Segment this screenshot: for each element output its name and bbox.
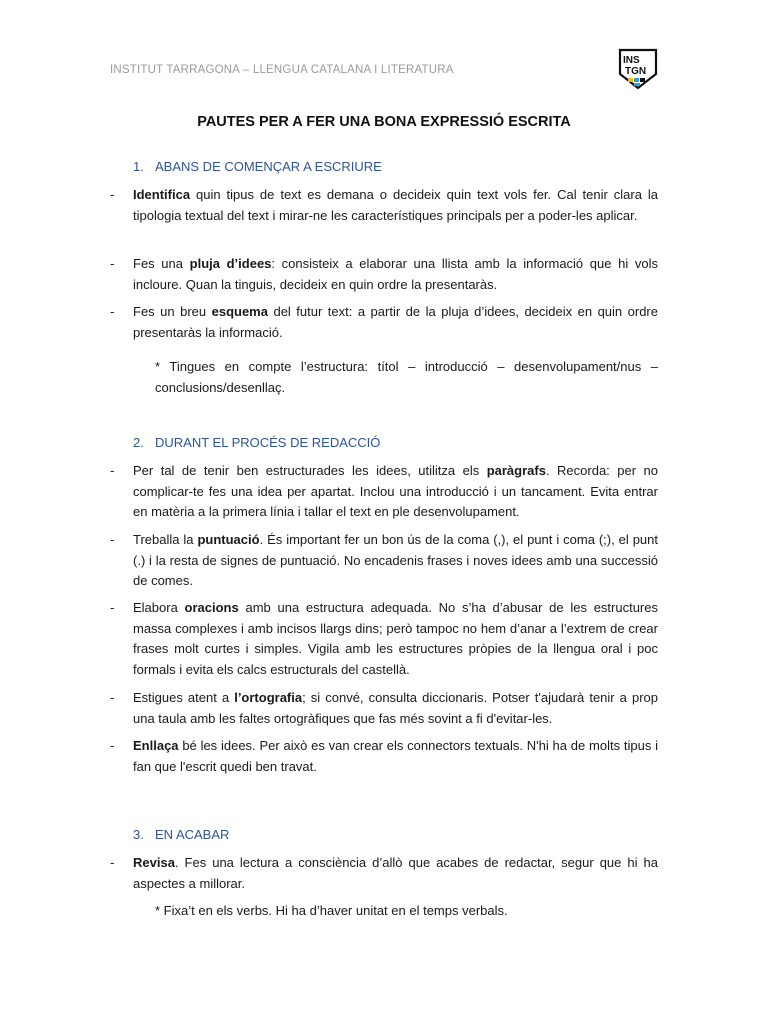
note-text: * Tingues en compte l’estructura: títol – introducció – desenvolupament/nus – conclusions/desenllaç. bbox=[155, 359, 658, 395]
dash-bullet-icon: - bbox=[110, 532, 115, 547]
dash-bullet-icon: - bbox=[110, 256, 115, 271]
dash-bullet-icon: - bbox=[110, 187, 115, 202]
list-item bbox=[110, 598, 658, 680]
list-item bbox=[110, 530, 658, 592]
item-text-pre: Per tal de tenir ben estructurades les idees, utilitza els bbox=[133, 463, 487, 478]
item-keyword: Revisa bbox=[133, 855, 175, 870]
page-title: PAUTES PER A FER UNA BONA EXPRESSIÓ ESCRITA bbox=[197, 114, 571, 130]
section-heading bbox=[133, 435, 380, 450]
item-text-post: bé les idees. Per això es van crear els connectors textuals. N'hi ha de molts tipus i fan que l'escrit quedi ben travat. bbox=[133, 738, 658, 774]
item-text-post: ; si convé, consulta diccionaris. Potser t'ajudarà tenir a prop una taula amb les faltes ortogràfiques que fas més sovint a fi d'evitar-les. bbox=[133, 690, 659, 726]
dash-bullet-icon: - bbox=[110, 304, 115, 319]
list-item bbox=[110, 853, 658, 894]
section-heading bbox=[133, 159, 382, 174]
dash-bullet-icon: - bbox=[110, 738, 115, 753]
document-header: INSTITUT TARRAGONA – LLENGUA CATALANA I LITERATURA bbox=[110, 64, 454, 76]
item-keyword: oracions bbox=[184, 600, 239, 615]
section-number: 3. bbox=[133, 827, 144, 842]
item-text-post: . Recorda: per no complicar-te fes una idea per apartat. Inclou una introducció i un tancament. Evita entrar en matèria a la primera línia i tallar el text en ple desenvolupament. bbox=[133, 463, 658, 519]
section-number: 1. bbox=[133, 159, 144, 174]
section-title: DURANT EL PROCÉS DE REDACCIÓ bbox=[155, 435, 381, 450]
list-item bbox=[110, 736, 658, 777]
item-keyword: Identifica bbox=[133, 187, 191, 202]
item-text-post: : consisteix a elaborar una llista amb la informació que hi vols incloure. Quan la tinguis, decideix en quin ordre la presentaràs. bbox=[133, 256, 658, 292]
item-text-pre: Fes un breu bbox=[133, 304, 212, 319]
item-text-pre: Elabora bbox=[133, 600, 185, 615]
list-item bbox=[110, 461, 658, 523]
item-text-post: del futur text: a partir de la pluja d’idees, decideix en quin ordre presentaràs la informació. bbox=[133, 304, 658, 340]
item-text-pre: Treballa la bbox=[133, 532, 198, 547]
item-keyword: l’ortografia bbox=[234, 690, 303, 705]
item-text-post: amb una estructura adequada. No s’ha d’abusar de les estructures massa complexes i amb incisos llargs dins; però tampoc no hem d’anar a l’extrem de crear frases molt curtes i simples. Vigila amb les estructures pròpies de la llengua oral i poc formals i evita els calcs estructurals del castellà. bbox=[133, 600, 658, 677]
item-keyword: esquema bbox=[211, 304, 268, 319]
section-number: 2. bbox=[133, 435, 144, 450]
dash-bullet-icon: - bbox=[110, 855, 115, 870]
svg-text:INS: INS bbox=[623, 55, 640, 66]
section-title: EN ACABAR bbox=[155, 827, 230, 842]
list-item bbox=[110, 688, 658, 729]
dash-bullet-icon: - bbox=[110, 463, 115, 478]
item-keyword: Enllaça bbox=[133, 738, 179, 753]
institut-logo-icon bbox=[614, 44, 662, 92]
item-text-pre: Fes una bbox=[133, 256, 190, 271]
dash-bullet-icon: - bbox=[110, 600, 115, 615]
item-keyword: paràgrafs bbox=[486, 463, 546, 478]
svg-text:TGN: TGN bbox=[625, 66, 647, 77]
list-item bbox=[110, 254, 658, 295]
section-title: ABANS DE COMENÇAR A ESCRIURE bbox=[155, 159, 382, 174]
item-text-post: . És important fer un bon ús de la coma (,), el punt i coma (;), el punt (.) i la resta de signes de puntuació. No encadenis frases i noves idees amb una successió de comes. bbox=[133, 532, 659, 588]
dash-bullet-icon: - bbox=[110, 690, 115, 705]
item-keyword: pluja d’idees bbox=[189, 256, 272, 271]
item-keyword: puntuació bbox=[197, 532, 260, 547]
item-text-post: quin tipus de text es demana o decideix quin text vols fer. Cal tenir clara la tipologia textual del text i mirar-ne les característiques principals per a poder-les aplicar. bbox=[133, 187, 658, 223]
list-item bbox=[110, 185, 658, 226]
section-heading bbox=[133, 827, 229, 842]
list-item bbox=[110, 302, 658, 343]
item-text-post: . Fes una lectura a consciència d’allò que acabes de redactar, segur que hi ha aspectes a millorar. bbox=[133, 855, 658, 891]
item-text-pre: Estigues atent a bbox=[133, 690, 235, 705]
note-text: * Fixa’t en els verbs. Hi ha d’haver unitat en el temps verbals. bbox=[155, 903, 508, 918]
